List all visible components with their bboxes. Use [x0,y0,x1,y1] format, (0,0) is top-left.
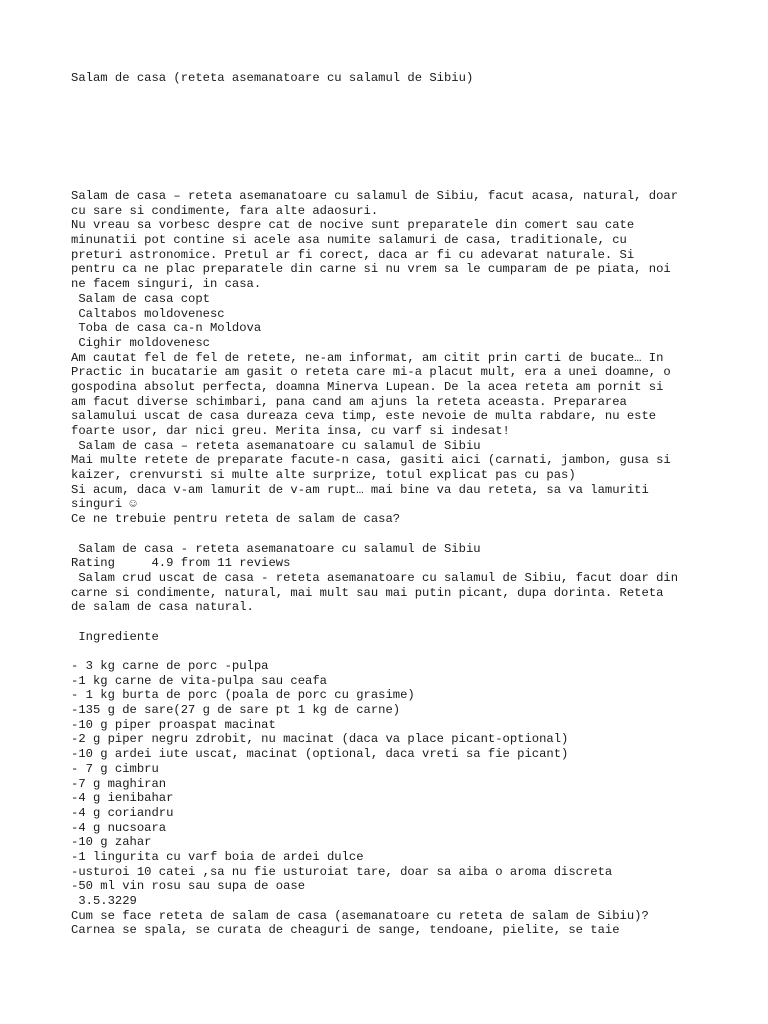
text-line: 3.5.3229 [71,894,137,908]
text-line: -4 g nucsoara [71,820,167,835]
text-line: Carnea se spala, se curata de cheaguri de sange, tendoane, pielite, se taie [71,923,620,938]
text-line: -4 g coriandru [71,805,174,820]
text-line: Nu vreau sa vorbesc despre cat de nocive sunt preparatele din comert sau cate [71,218,635,233]
text-line: am facut diverse schimbari, pana cand am ajuns la reteta aceasta. Prepararea [71,394,627,409]
document-body [71,189,711,938]
text-line: -10 g ardei iute uscat, macinat (optional, daca vreti sa fie picant) [71,747,569,762]
text-line [71,615,711,630]
text-line: -10 g zahar [71,835,152,850]
text-line: Salam crud uscat de casa - reteta asemanatoare cu salamul de Sibiu, facut doar din [71,570,679,585]
text-line: preturi astronomice. Pretul ar fi corect, daca ar fi cu adevarat naturale. Si [71,247,635,262]
text-line: minunatii pot contine si acele asa numite salamuri de casa, traditionale, cu [71,233,627,248]
text-line: -135 g de sare(27 g de sare pt 1 kg de carne) [71,703,401,718]
text-line: Ingrediente [71,629,159,644]
text-line: salamului uscat de casa dureaza ceva timp, este nevoie de multa rabdare, nu este [71,409,657,424]
text-line: Am cautat fel de fel de retete, ne-am informat, am citit prin carti de bucate… In [71,350,664,365]
text-line: Salam de casa – reteta asemanatoare cu salamul de Sibiu, facut acasa, natural, doar [71,189,679,203]
text-line: -1 lingurita cu varf boia de ardei dulce [71,849,364,864]
text-line: Salam de casa - reteta asemanatoare cu salamul de Sibiu [71,541,481,556]
text-line: singuri ☺ [71,497,137,512]
text-line [71,644,711,659]
text-line: - 3 kg carne de porc -pulpa [71,659,269,673]
text-line: cu sare si condimente, fara alte adaosuri. [71,203,379,218]
text-line: -1 kg carne de vita-pulpa sau ceafa [71,673,327,688]
text-line: Practic in bucatarie am gasit o reteta care mi-a placut mult, era a unei doamne, o [71,365,671,380]
text-line: Cum se face reteta de salam de casa (asemanatoare cu reteta de salam de Sibiu)? [71,908,649,923]
text-line: Rating 4.9 from 11 reviews [71,556,291,571]
text-line: - 7 g cimbru [71,761,159,776]
text-line: -4 g ienibahar [71,791,174,806]
text-line: pentru ca ne plac preparatele din carne si nu vrem sa le cumparam de pe piata, noi [71,262,671,277]
text-line: -2 g piper negru zdrobit, nu macinat (daca va place picant-optional) [71,732,569,747]
document-title: Salam de casa (reteta asemanatoare cu salamul de Sibiu) [71,71,474,85]
text-line: Toba de casa ca-n Moldova [71,321,262,336]
text-line: -7 g maghiran [71,776,167,791]
text-line: -usturoi 10 catei ,sa nu fie usturoiat tare, doar sa aiba o aroma discreta [71,864,613,879]
text-line: foarte usor, dar nici greu. Merita insa, cu varf si indesat! [71,424,510,438]
text-line: Cighir moldovenesc [71,335,210,350]
text-line: Ce ne trebuie pentru reteta de salam de casa? [71,512,401,527]
text-line: Salam de casa copt [71,291,210,306]
text-line: Mai multe retete de preparate facute-n casa, gasiti aici (carnati, jambon, gusa si [71,453,671,468]
text-line: Si acum, daca v-am lamurit de v-am rupt… mai bine va dau reteta, sa va lamuriti [71,482,649,497]
text-line: carne si condimente, natural, mai mult sau mai putin picant, dupa dorinta. Reteta [71,585,664,600]
text-line: - 1 kg burta de porc (poala de porc cu grasime) [71,688,415,703]
text-line [71,527,711,542]
text-line: Salam de casa – reteta asemanatoare cu salamul de Sibiu [71,438,481,453]
text-line: gospodina absolut perfecta, doamna Minerva Lupean. De la acea reteta am pornit si [71,379,664,394]
text-line: -10 g piper proaspat macinat [71,717,276,732]
text-line: Caltabos moldovenesc [71,306,225,321]
text-line: de salam de casa natural. [71,600,254,615]
text-line: kaizer, crenvursti si multe alte surprize, totul explicat pas cu pas) [71,468,576,483]
text-line: ne facem singuri, in casa. [71,277,262,292]
text-line: -50 ml vin rosu sau supa de oase [71,879,306,894]
